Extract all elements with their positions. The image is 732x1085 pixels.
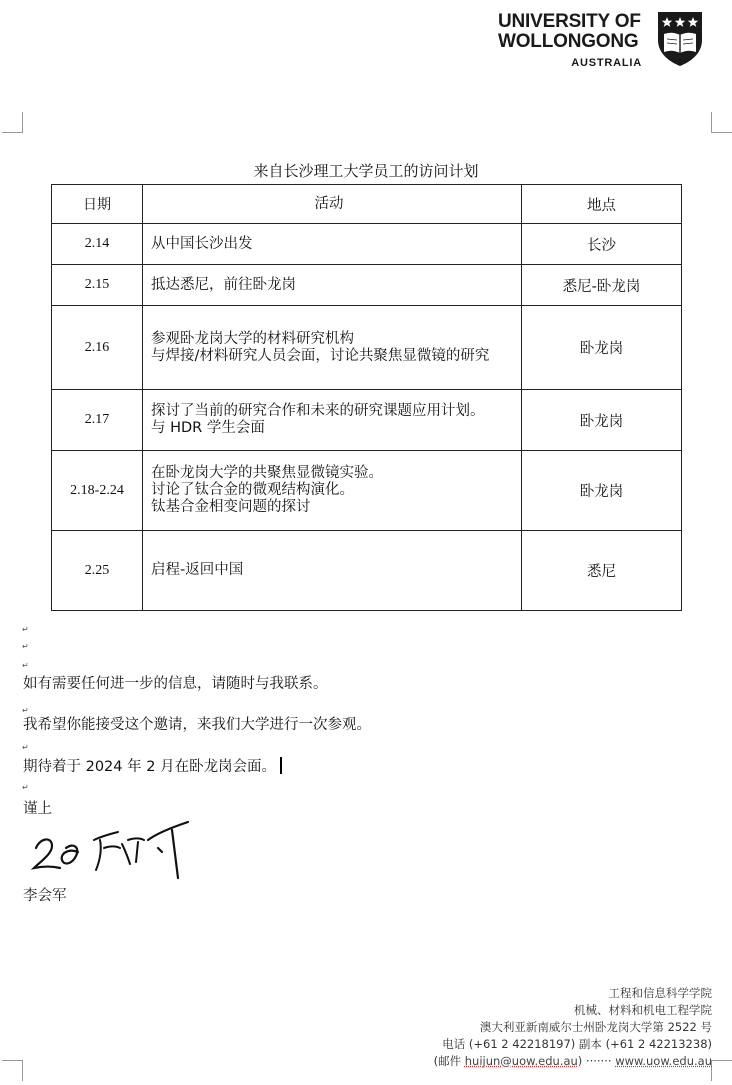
- row-location: 卧龙岗: [522, 390, 682, 451]
- activity-line: 与 HDR 学生会面: [151, 420, 265, 436]
- row-location: 卧龙岗: [522, 306, 682, 390]
- paragraph-meeting: [23, 755, 282, 776]
- header-activity: 活动: [143, 185, 522, 224]
- activity-line: 在卧龙岗大学的共聚焦显微镜实验。: [151, 465, 383, 481]
- table-row: [52, 224, 682, 265]
- row-activity: [143, 306, 522, 390]
- row-date: 2.16: [52, 306, 143, 390]
- table-row: [52, 306, 682, 390]
- footer-email-line: [434, 1053, 712, 1070]
- footer-phone: 电话 (+61 2 42218197) 副本 (+61 2 42213238): [442, 1037, 712, 1051]
- row-location: 悉尼: [522, 531, 682, 611]
- header-date: 日期: [52, 185, 143, 224]
- table-header-row: [52, 185, 682, 224]
- row-date: 2.25: [52, 531, 143, 611]
- footer-website[interactable]: www.uow.edu.au: [615, 1054, 712, 1068]
- row-date: 2.18-2.24: [52, 451, 143, 531]
- paragraph-mark: ↵: [22, 706, 29, 715]
- row-date: 2.14: [52, 224, 143, 265]
- meeting-text: 期待着于 2024 年 2 月在卧龙岗会面。: [23, 759, 277, 775]
- table-row: [52, 265, 682, 306]
- paragraph-mark: ↵: [22, 661, 29, 670]
- activity-line: 探讨了当前的研究合作和未来的研究课题应用计划。: [151, 403, 485, 419]
- table-row: [52, 390, 682, 451]
- footer-address: 澳大利亚新南威尔士州卧龙岗大学第 2522 号: [479, 1020, 712, 1034]
- row-date: 2.15: [52, 265, 143, 306]
- paragraph-mark: ↵: [22, 642, 29, 651]
- footer-email[interactable]: huijun@uow.edu.au): [464, 1054, 583, 1068]
- header-location: 地点: [522, 185, 682, 224]
- document-title: 来自长沙理工大学员工的访问计划: [253, 162, 479, 180]
- footer-faculty: 工程和信息科学学院: [608, 986, 712, 1000]
- paragraph-mark: ↵: [22, 743, 29, 752]
- text-cursor: [280, 757, 282, 774]
- activity-line: 参观卧龙岗大学的材料研究机构: [151, 330, 354, 347]
- university-logo: [498, 10, 716, 74]
- paragraph-mark: ↵: [22, 783, 29, 792]
- row-activity: [143, 224, 522, 265]
- activity-line: 钛基合金相变问题的探讨: [151, 499, 311, 515]
- crop-mark-bottom-left: [2, 1060, 23, 1081]
- paragraph-invitation: 我希望你能接受这个邀请，来我们大学进行一次参观。: [23, 717, 371, 733]
- table-row: [52, 531, 682, 611]
- logo-wordmark: [498, 12, 646, 70]
- row-date: 2.17: [52, 390, 143, 451]
- row-location: 卧龙岗: [522, 451, 682, 531]
- visit-schedule-table: [51, 184, 682, 611]
- row-activity: [143, 451, 522, 531]
- paragraph-contact: 如有需要任何进一步的信息，请随时与我联系。: [23, 676, 328, 692]
- logo-line-1: UNIVERSITY OF: [498, 11, 641, 32]
- row-activity: [143, 531, 522, 611]
- activity-line: 抵达悉尼，前往卧龙岗: [151, 276, 296, 293]
- university-crest-icon: [656, 10, 704, 68]
- closing: 谨上: [23, 801, 52, 817]
- crop-mark-top-left: [2, 112, 23, 133]
- row-location: 悉尼-卧龙岗: [522, 265, 682, 306]
- logo-line-2: WOLLONGONG: [498, 31, 639, 52]
- row-activity: [143, 390, 522, 451]
- activity-line: 从中国长沙出发: [151, 235, 253, 252]
- signer-name: 李会军: [23, 888, 67, 904]
- activity-line: 讨论了钛合金的微观结构演化。: [151, 482, 354, 498]
- paragraph-mark: ↵: [22, 625, 29, 634]
- row-location: 长沙: [522, 224, 682, 265]
- crop-mark-bottom-right: [711, 1060, 732, 1081]
- footer-email-prefix: (邮件: [433, 1054, 462, 1068]
- row-activity: [143, 265, 522, 306]
- crop-mark-top-right: [711, 112, 732, 133]
- table-row: [52, 451, 682, 531]
- footer-contact-block: [434, 985, 712, 1070]
- footer-school: 机械、材料和机电工程学院: [574, 1003, 712, 1017]
- activity-line: 与焊接/材料研究人员会面，讨论共聚焦显微镜的研究: [151, 347, 490, 364]
- activity-line: 启程-返回中国: [151, 562, 244, 578]
- footer-separator: ·······: [585, 1054, 612, 1068]
- logo-line-3: AUSTRALIA: [571, 57, 642, 69]
- handwritten-signature: [30, 818, 195, 880]
